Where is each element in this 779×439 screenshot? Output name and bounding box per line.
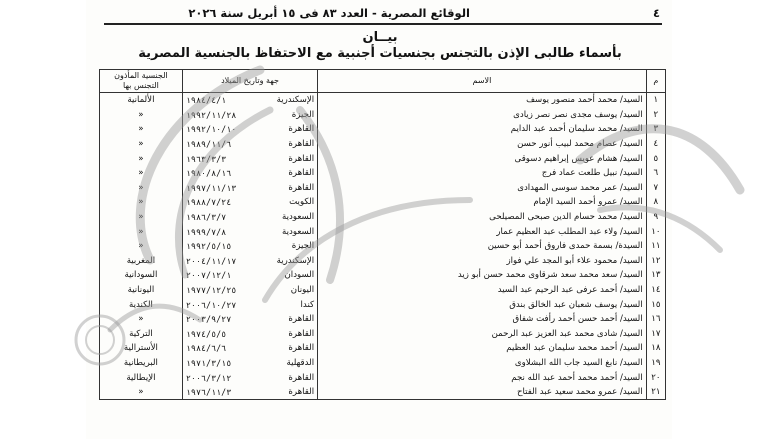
birth-cell: [182, 239, 317, 254]
nationality: «: [100, 137, 183, 152]
birth-cell: [182, 385, 317, 400]
birth-place: القاهرة: [288, 139, 315, 150]
birth-date: ٢٠٠٧/١٢/١: [185, 270, 232, 281]
header-no: م: [646, 70, 665, 93]
table-row: [100, 181, 666, 196]
birth-place: القاهرة: [288, 372, 315, 383]
header-rule: [104, 23, 662, 25]
applicant-name: السيد/ شادى محمد عبد العزيز عبد الرحمن: [318, 327, 647, 342]
row-number: ٢١: [646, 385, 665, 400]
running-title: الوقائع المصرية - العدد ٨٣ فى ١٥ أبريل سنة ٢٠٢٦: [188, 6, 470, 20]
table-row: [100, 108, 666, 123]
birth-date: ١٩٨٤/٤/١: [185, 95, 227, 106]
applicant-name: السيد/ عمر محمد سوسى المهدادى: [318, 181, 647, 196]
birth-place: الجيزة: [291, 241, 315, 252]
birth-date: ١٩٨٦/٣/٧: [185, 212, 227, 223]
nationality: الأسترالية: [100, 341, 183, 356]
applicant-name: السيد/ عصام محمد لبيب أنور حسن: [318, 137, 647, 152]
row-number: ٢٠: [646, 370, 665, 385]
applicant-name: السيد/ محمد حسام الدين صبحى المصيلحى: [318, 210, 647, 225]
table-body: [100, 93, 666, 400]
birth-place: القاهرة: [288, 153, 315, 164]
birth-date: ١٩٧٧/١٢/٢٥: [185, 285, 237, 296]
row-number: ١٩: [646, 356, 665, 371]
nationality: «: [100, 210, 183, 225]
table-row: [100, 254, 666, 269]
birth-cell: [182, 254, 317, 269]
nationality: المغربية: [100, 254, 183, 269]
document-title: بيــان: [362, 30, 398, 45]
nationality: «: [100, 224, 183, 239]
birth-cell: [182, 341, 317, 356]
nationality: «: [100, 151, 183, 166]
birth-cell: [182, 283, 317, 298]
birth-place: القاهرة: [288, 343, 315, 354]
table-row: [100, 370, 666, 385]
birth-date: ١٩٩٢/٥/١٥: [185, 241, 232, 252]
applicant-name: السيد/ أحمد محمد سليمان عبد العظيم: [318, 341, 647, 356]
page-header: [100, 6, 660, 22]
birth-date: ٢٠٠٦/١٠/٢٧: [185, 299, 237, 310]
nationality: الألمانية: [100, 93, 183, 108]
birth-cell: [182, 122, 317, 137]
applicant-name: السيد/ محمود علاء أبو المجد علي فواز: [318, 254, 647, 269]
birth-cell: [182, 93, 317, 108]
row-number: ١٦: [646, 312, 665, 327]
applicant-name: السيد/ ولاء عبد المطلب عبد العظيم عمار: [318, 224, 647, 239]
applicant-name: السيد/ يوسف مجدى نصر نصر زيادى: [318, 108, 647, 123]
row-number: ١٨: [646, 341, 665, 356]
birth-cell: [182, 137, 317, 152]
birth-date: ١٩٩٩/٧/٨: [185, 226, 227, 237]
applicant-name: السيدة/ بسمة حمدى فاروق أحمد أبو حسين: [318, 239, 647, 254]
row-number: ٨: [646, 195, 665, 210]
birth-place: القاهرة: [288, 314, 315, 325]
applicant-name: السيد/ أحمد عرفى عبد الرحيم عبد السيد: [318, 283, 647, 298]
birth-date: ١٩٧١/٣/١٥: [185, 357, 232, 368]
nationality: البريطانية: [100, 356, 183, 371]
nationality: «: [100, 122, 183, 137]
birth-date: ١٩٩٢/١٠/١٠: [185, 124, 237, 135]
birth-place: اليونان: [290, 285, 315, 296]
birth-cell: [182, 224, 317, 239]
birth-date: ٢٠٠٣/٩/٢٧: [185, 314, 232, 325]
applicant-name: السيد/ يوسف شعبان عبد الخالق بندق: [318, 297, 647, 312]
table-row: [100, 283, 666, 298]
birth-date: ١٩٩٧/١١/١٣: [185, 182, 237, 193]
nationality: «: [100, 385, 183, 400]
applicant-name: السيد/ نابغ السيد جاب الله البشلاوى: [318, 356, 647, 371]
nationality: التركية: [100, 327, 183, 342]
table-row: [100, 224, 666, 239]
applicant-name: السيد/ محمد سليمان أحمد عبد الدايم: [318, 122, 647, 137]
row-number: ١١: [646, 239, 665, 254]
table-row: [100, 122, 666, 137]
table-header-row: [100, 70, 666, 93]
table-row: [100, 356, 666, 371]
nationality: «: [100, 312, 183, 327]
birth-date: ١٩٨٩/١١/٦: [185, 139, 232, 150]
row-number: ٥: [646, 151, 665, 166]
birth-cell: [182, 181, 317, 196]
row-number: ٩: [646, 210, 665, 225]
birth-date: ٢٠٠٤/١١/١٧: [185, 255, 237, 266]
applicant-name: السيد/ أحمد محمد أحمد عبد الله نجم: [318, 370, 647, 385]
birth-cell: [182, 151, 317, 166]
table-row: [100, 239, 666, 254]
document-subtitle: بأسماء طالبى الإذن بالتجنس بجنسيات أجنبية مع الاحتفاظ بالجنسية المصرية: [138, 46, 622, 61]
nationality: «: [100, 108, 183, 123]
birth-date: ١٩٩٢/١١/٢٨: [185, 109, 237, 120]
birth-cell: [182, 195, 317, 210]
applicant-name: السيد/ نبيل طلعت عماد فرج: [318, 166, 647, 181]
birth-cell: [182, 210, 317, 225]
row-number: ٤: [646, 137, 665, 152]
birth-cell: [182, 268, 317, 283]
birth-date: ١٩٨٤/٦/٦: [185, 343, 227, 354]
table-row: [100, 166, 666, 181]
row-number: ٧: [646, 181, 665, 196]
row-number: ١٣: [646, 268, 665, 283]
birth-place: السودان: [284, 270, 315, 281]
nationality: «: [100, 239, 183, 254]
birth-cell: [182, 356, 317, 371]
table-row: [100, 93, 666, 108]
birth-date: ١٩٦٣/٣/٣: [185, 153, 227, 164]
applicant-name: السيد/ محمد أحمد منصور يوسف: [318, 93, 647, 108]
applicant-name: السيد/ سعد محمد سعد شرقاوى محمد حسن أبو زيد: [318, 268, 647, 283]
header-name: الاسم: [318, 70, 647, 93]
table-row: [100, 385, 666, 400]
page-number: ٤: [652, 6, 660, 20]
birth-date: ٢٠٠٦/٣/١٢: [185, 372, 232, 383]
table-row: [100, 151, 666, 166]
row-number: ٢: [646, 108, 665, 123]
table-row: [100, 195, 666, 210]
birth-cell: [182, 312, 317, 327]
birth-place: القاهرة: [288, 387, 315, 398]
nationality: «: [100, 195, 183, 210]
birth-place: الكويت: [289, 197, 315, 208]
birth-date: ١٩٧٤/٥/٥: [185, 328, 227, 339]
applicant-name: السيد/ عمرو محمد سعيد عبد الفتاح: [318, 385, 647, 400]
birth-cell: [182, 166, 317, 181]
birth-date: ١٩٧٦/١١/٣: [185, 387, 232, 398]
birth-place: القاهرة: [288, 328, 315, 339]
naturalization-table: [99, 69, 666, 400]
table-row: [100, 327, 666, 342]
birth-date: ١٩٨٨/٧/٢٤: [185, 197, 232, 208]
birth-cell: [182, 108, 317, 123]
birth-cell: [182, 327, 317, 342]
birth-place: القاهرة: [288, 124, 315, 135]
row-number: ١٠: [646, 224, 665, 239]
header-birth: جهة وتاريخ الميلاد: [182, 70, 317, 93]
birth-date: ١٩٨٠/٨/١٦: [185, 168, 232, 179]
birth-place: السعودية: [282, 226, 315, 237]
row-number: ١: [646, 93, 665, 108]
birth-place: الإسكندرية: [276, 95, 315, 106]
table-row: [100, 137, 666, 152]
table-row: [100, 268, 666, 283]
nationality: الكندية: [100, 297, 183, 312]
birth-place: كندا: [300, 299, 315, 310]
birth-place: القاهرة: [288, 182, 315, 193]
header-nationality: الجنسية المأذون التجنس بها: [100, 70, 183, 93]
table-row: [100, 210, 666, 225]
nationality: «: [100, 181, 183, 196]
row-number: ١٢: [646, 254, 665, 269]
birth-place: الجيزة: [291, 109, 315, 120]
applicant-name: السيد/ هشام عويس إبراهيم دسوقى: [318, 151, 647, 166]
nationality: اليونانية: [100, 283, 183, 298]
birth-place: الإسكندرية: [276, 255, 315, 266]
row-number: ٦: [646, 166, 665, 181]
table-row: [100, 341, 666, 356]
birth-place: السعودية: [282, 212, 315, 223]
birth-cell: [182, 297, 317, 312]
birth-place: القاهرة: [288, 168, 315, 179]
applicant-name: السيد/ أحمد حسن أحمد رأفت شفاق: [318, 312, 647, 327]
table-row: [100, 312, 666, 327]
nationality: السودانية: [100, 268, 183, 283]
applicant-name: السيد/ عمرو أحمد السيد الإمام: [318, 195, 647, 210]
row-number: ١٤: [646, 283, 665, 298]
row-number: ١٥: [646, 297, 665, 312]
nationality: «: [100, 166, 183, 181]
table-row: [100, 297, 666, 312]
birth-place: الدقهلية: [286, 357, 315, 368]
row-number: ٣: [646, 122, 665, 137]
nationality: الإيطالية: [100, 370, 183, 385]
birth-cell: [182, 370, 317, 385]
row-number: ١٧: [646, 327, 665, 342]
